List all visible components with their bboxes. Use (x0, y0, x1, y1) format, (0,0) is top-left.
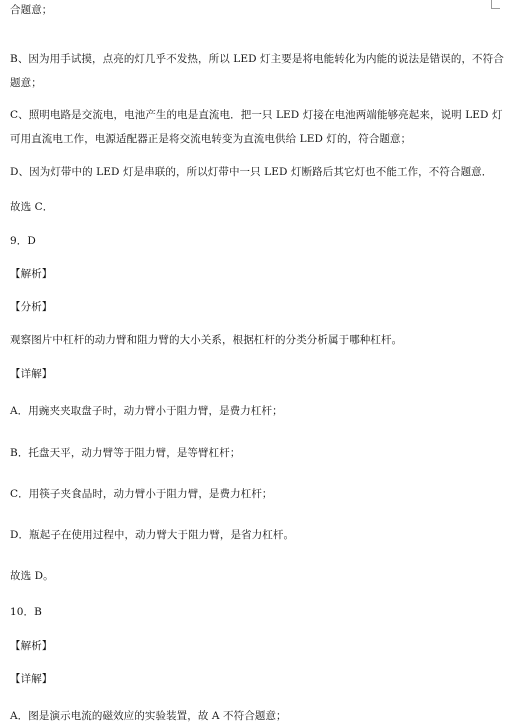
text-line: B、因为用手试摸，点亮的灯几乎不发热，所以 LED 灯主要是将电能转化为内能的说法是错误的，不符合 (10, 53, 504, 65)
text-line: 故选 C． (10, 201, 54, 213)
text-line: A．用豌夹夹取盘子时，动力臂小于阻力臂，是费力杠杆； (10, 405, 283, 417)
text-line: C、照明电路是交流电，电池产生的电是直流电．把一只 LED 灯接在电池两端能够亮起来，说明 LED 灯 (10, 109, 503, 121)
section-heading: 【详解】 (10, 673, 53, 685)
section-heading: 【解析】 (10, 640, 53, 652)
text-line: B．托盘天平，动力臂等于阻力臂，是等臂杠杆； (10, 447, 241, 459)
section-heading: 【解析】 (10, 268, 53, 280)
text-line: D．瓶起子在使用过程中，动力臂大于阻力臂，是省力杠杆。 (10, 529, 295, 541)
page-corner-mark (491, 0, 500, 9)
text-line: 合题意； (10, 4, 53, 16)
text-line: C．用筷子夹食品时，动力臂小于阻力臂，是费力杠杆； (10, 488, 273, 500)
section-heading: 【分析】 (10, 301, 53, 313)
question-number: 9．D (10, 235, 36, 247)
text-line: 可用直流电工作，电源适配器正是将交流电转变为直流电供给 LED 灯的，符合题意； (10, 133, 412, 145)
text-line: 故选 D。 (10, 570, 54, 582)
section-heading: 【详解】 (10, 368, 53, 380)
question-number: 10．B (10, 606, 42, 618)
text-line: D、因为灯带中的 LED 灯是串联的，所以灯带中一只 LED 灯断路后其它灯也不能工作，不符合题意． (10, 166, 493, 178)
text-line: 题意； (10, 77, 42, 89)
text-line: A．图是演示电流的磁效应的实验装置，故 A 不符合题意； (10, 710, 287, 722)
text-line: 观察图片中杠杆的动力臂和阻力臂的大小关系，根据杠杆的分类分析属于哪种杠杆。 (10, 334, 403, 346)
